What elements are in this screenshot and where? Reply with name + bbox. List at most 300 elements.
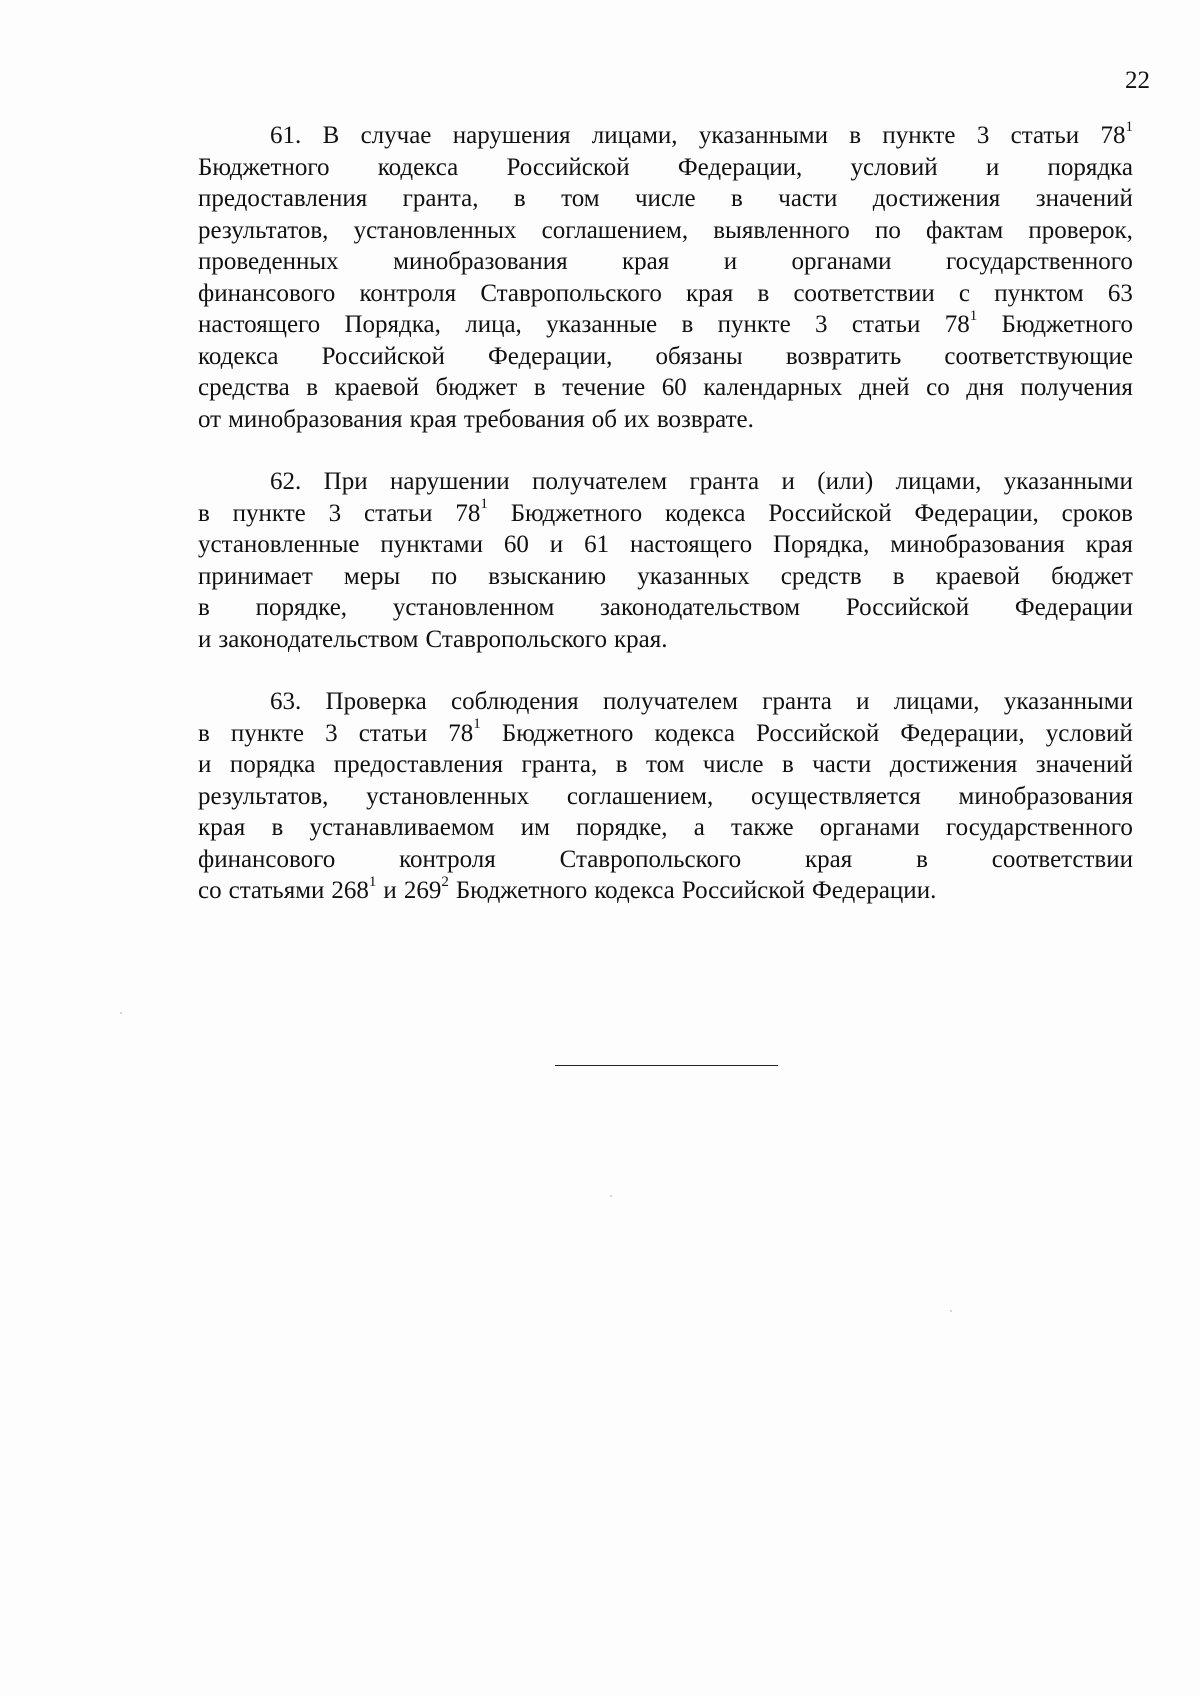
word-text: 60: [503, 531, 529, 558]
superscript: 1: [368, 873, 377, 890]
word-text: в: [731, 185, 743, 212]
document-body: [198, 120, 1133, 938]
word: [198, 404, 221, 436]
word-text: настоящего: [629, 531, 753, 558]
word: [600, 592, 800, 624]
word: [682, 875, 805, 907]
word: [404, 875, 449, 907]
word-text: края: [622, 248, 670, 275]
word-text: порядке,: [255, 594, 348, 621]
word-text: (или): [817, 468, 874, 495]
word: [464, 404, 585, 436]
word-text: проведенных: [198, 248, 339, 275]
word-text: финансового: [198, 279, 336, 307]
word-text: Порядка,: [344, 311, 441, 338]
word: [959, 278, 970, 310]
word: [1086, 529, 1133, 561]
word-text: порядка: [229, 751, 316, 778]
word-text: Порядка,: [773, 531, 870, 558]
scan-speck: [120, 1012, 122, 1014]
text-line: [198, 372, 1133, 404]
word-text: Российской: [845, 594, 970, 621]
word-text: том: [645, 751, 685, 778]
text-line: [198, 812, 1133, 844]
word: [198, 749, 211, 781]
word-text: Федерации.: [812, 877, 937, 904]
paragraph-61: [198, 120, 1133, 435]
word-text: соответствующие: [944, 342, 1133, 370]
word-text: в: [681, 311, 694, 338]
word: [896, 466, 982, 498]
word: [436, 372, 518, 404]
word-text: достижения: [872, 185, 1001, 212]
word-text: течение: [562, 374, 646, 401]
word-text: При: [323, 468, 368, 495]
word-text: Бюджетного: [501, 719, 634, 747]
word-text: пункте: [232, 499, 306, 527]
word-text: минобразования: [890, 531, 1065, 558]
word-text: краевой: [935, 562, 1021, 590]
word: [231, 718, 304, 750]
word-text: 3: [815, 311, 828, 338]
word: [488, 341, 612, 373]
word: [781, 466, 794, 498]
word: [894, 686, 980, 718]
word: [662, 372, 687, 404]
page-number: 22: [1125, 67, 1150, 94]
word-text: получателем: [532, 468, 668, 495]
word-text: числе: [634, 185, 696, 212]
text-line: [198, 624, 1133, 656]
word: [850, 152, 937, 184]
word-text: края: [198, 814, 246, 841]
word: [230, 749, 315, 781]
word: [655, 341, 742, 373]
word-text: со: [926, 374, 950, 401]
word: [534, 372, 546, 404]
word: [511, 498, 642, 530]
text-line: [198, 309, 1133, 341]
word-text: Российской: [681, 877, 805, 904]
word: [345, 309, 441, 341]
word-text: получателем: [602, 688, 738, 715]
word: [198, 561, 313, 593]
word-text: с: [958, 279, 971, 307]
word-text: 63: [1107, 279, 1133, 307]
word: [994, 278, 1084, 310]
word: [198, 278, 335, 310]
closing-divider: [555, 1065, 778, 1066]
word: [198, 781, 328, 813]
word-text: статьи: [364, 499, 433, 527]
paragraph-63: [198, 686, 1133, 907]
word: [218, 624, 418, 656]
word: [890, 749, 1018, 781]
word: [681, 309, 693, 341]
word: [390, 466, 510, 498]
word-text: в: [892, 562, 905, 590]
word: [820, 812, 920, 844]
word-text: соблюдения: [451, 688, 579, 715]
word-text: и: [723, 248, 738, 275]
word: [550, 529, 563, 561]
word: [665, 498, 746, 530]
word: [198, 812, 245, 844]
word: [198, 529, 360, 561]
superscript: 1: [1125, 118, 1133, 135]
word-text: Бюджетного: [455, 877, 588, 904]
word-text: по: [431, 562, 458, 590]
word-text: законодательством: [218, 625, 419, 653]
word: [945, 309, 978, 341]
word-text: пункте: [717, 311, 791, 338]
word-text: значений: [1035, 751, 1133, 778]
word-text: Ставропольского: [425, 625, 607, 653]
word: [198, 592, 210, 624]
text-line: [198, 466, 1133, 498]
text-line: [198, 152, 1133, 184]
word: [1047, 152, 1132, 184]
word-text: Бюджетного: [1001, 311, 1133, 338]
word-text: и: [781, 468, 795, 495]
word: [703, 749, 764, 781]
word-text: по: [874, 216, 901, 244]
word: [762, 686, 832, 718]
word-text: меры: [343, 562, 401, 590]
word-text: и: [549, 531, 564, 558]
word: [364, 498, 432, 530]
word: [635, 183, 696, 215]
word-text: в: [198, 499, 210, 527]
word-text: 60: [661, 374, 687, 401]
text-line: [198, 718, 1133, 750]
word: [812, 749, 871, 781]
text-line: [198, 592, 1133, 624]
word: [792, 246, 892, 278]
word-text: предоставления: [333, 751, 503, 778]
word-text: в: [198, 594, 210, 621]
word: [786, 341, 901, 373]
text-line: [198, 781, 1133, 813]
word-text: установленных: [353, 216, 517, 244]
word-text: 63.: [270, 688, 302, 715]
word-text: органами: [819, 814, 920, 841]
word: [453, 120, 571, 152]
word: [594, 875, 675, 907]
word-text: том: [561, 185, 600, 212]
word-text: бюджет: [1051, 562, 1133, 590]
word-text: лицами,: [591, 122, 678, 149]
word: [425, 624, 607, 656]
word-text: лицами,: [893, 688, 980, 715]
word: [817, 466, 873, 498]
word-text: 61.: [270, 122, 302, 149]
word: [815, 309, 828, 341]
word: [966, 372, 1004, 404]
word-text: 78: [944, 311, 970, 338]
word: [546, 309, 657, 341]
word-text: дней: [858, 374, 910, 401]
word-text: Федерации: [1014, 594, 1133, 621]
word-text: бюджет: [435, 374, 518, 401]
word: [354, 215, 517, 247]
word: [630, 529, 752, 561]
text-line: [198, 749, 1133, 781]
word: [731, 183, 743, 215]
text-line: [198, 529, 1133, 561]
word-text: Федерации,: [900, 719, 1025, 747]
word-text: порядка: [1047, 153, 1133, 181]
text-line: [198, 183, 1133, 215]
word: [654, 718, 735, 750]
word-text: порядке,: [576, 814, 668, 841]
word-text: об: [591, 405, 617, 433]
word: [410, 404, 457, 436]
word-text: указанных: [637, 562, 750, 590]
text-line: [198, 341, 1133, 373]
word-text: взысканию: [488, 562, 607, 590]
word-text: соглашением,: [566, 782, 714, 810]
word-text: принимает: [198, 562, 313, 590]
word-text: обязаны: [655, 342, 743, 370]
word: [852, 309, 920, 341]
word-text: контроля: [399, 845, 496, 873]
word-text: кодекса: [198, 342, 279, 370]
word-text: средства: [198, 374, 290, 401]
word: [875, 215, 901, 247]
word: [986, 152, 999, 184]
word: [992, 844, 1133, 876]
word: [383, 875, 396, 907]
word: [849, 120, 861, 152]
word: [567, 781, 713, 813]
word: [1036, 183, 1133, 215]
word-text: установленных: [366, 782, 530, 810]
word-text: им: [520, 814, 550, 841]
word-text: их: [623, 405, 650, 433]
word: [1015, 592, 1133, 624]
word-text: гранта,: [402, 185, 479, 212]
word: [637, 561, 749, 593]
superscript: 2: [441, 873, 449, 890]
word-text: гранта,: [521, 751, 598, 778]
word-text: достижения: [889, 751, 1018, 778]
word: [805, 844, 852, 876]
word-text: государственного: [945, 814, 1133, 841]
word-text: 3: [325, 719, 338, 747]
word: [233, 498, 306, 530]
word: [334, 749, 503, 781]
word: [366, 781, 529, 813]
word: [678, 152, 802, 184]
word-text: со: [198, 877, 222, 904]
word: [936, 561, 1020, 593]
word-text: устанавливаемом: [309, 814, 495, 841]
word-text: указанными: [1003, 688, 1133, 715]
word: [757, 278, 769, 310]
word: [560, 844, 742, 876]
text-line: [198, 215, 1133, 247]
word: [256, 592, 347, 624]
word-text: края: [686, 279, 734, 307]
word: [724, 246, 737, 278]
word-text: края: [1085, 531, 1133, 558]
word-text: контроля: [359, 279, 457, 307]
word-text: 3: [976, 122, 990, 149]
word-text: установленном: [392, 594, 555, 621]
word-text: указанными: [698, 122, 828, 149]
word-text: дня: [966, 374, 1004, 401]
word-text: возврате.: [656, 405, 754, 433]
word: [502, 718, 633, 750]
word: [778, 183, 837, 215]
word: [900, 718, 1024, 750]
word-text: Проверка: [325, 688, 427, 715]
word-text: в: [271, 814, 284, 841]
word-text: фактам: [925, 216, 1004, 244]
word: [657, 404, 754, 436]
word-text: 62.: [270, 468, 302, 495]
word: [380, 529, 483, 561]
word-text: Ставропольского: [480, 279, 662, 307]
text-line: [198, 875, 1133, 907]
word-text: Федерации,: [488, 342, 613, 370]
word: [576, 812, 667, 844]
word: [322, 341, 445, 373]
word-text: государственного: [946, 248, 1133, 275]
word: [521, 812, 550, 844]
word-text: Российской: [321, 342, 445, 370]
word: [926, 215, 1003, 247]
word-text: края.: [613, 625, 668, 653]
word-text: лица,: [465, 311, 522, 338]
word-text: края: [804, 845, 853, 873]
word: [198, 624, 211, 656]
superscript: 1: [480, 496, 488, 513]
superscript: 1: [473, 716, 481, 733]
word: [756, 718, 879, 750]
word-text: нарушения: [452, 122, 571, 149]
word: [731, 812, 794, 844]
word: [893, 561, 905, 593]
word-text: указанными: [1003, 468, 1133, 495]
word-text: 78: [1100, 122, 1126, 149]
word: [198, 183, 367, 215]
word: [859, 372, 910, 404]
word: [335, 372, 419, 404]
word: [616, 749, 628, 781]
word: [359, 278, 456, 310]
word: [703, 372, 842, 404]
word: [198, 152, 329, 184]
word: [914, 498, 1038, 530]
word: [198, 718, 210, 750]
word-text: 3: [328, 499, 342, 527]
text-line: [198, 120, 1133, 152]
word-text: кодекса: [594, 877, 675, 904]
word: [718, 309, 791, 341]
word-text: в: [757, 279, 770, 307]
word-text: в: [513, 185, 526, 212]
word-text: 78: [455, 499, 481, 527]
word: [456, 875, 587, 907]
word: [306, 372, 318, 404]
word-text: в: [916, 845, 928, 873]
word: [488, 561, 606, 593]
word: [694, 812, 705, 844]
word-text: указанные: [546, 311, 658, 338]
word: [713, 215, 850, 247]
word-text: минобразования: [393, 248, 568, 275]
word-text: и: [985, 153, 1000, 181]
text-line: [198, 246, 1133, 278]
word: [793, 278, 934, 310]
word: [329, 498, 342, 530]
word-text: Ставропольского: [559, 845, 742, 873]
word: [1046, 718, 1133, 750]
word-text: числе: [702, 751, 764, 778]
word: [686, 278, 733, 310]
word: [228, 404, 402, 436]
word-text: результатов,: [198, 782, 329, 810]
word: [773, 529, 869, 561]
word-text: краевой: [334, 374, 419, 401]
word-text: в: [615, 751, 628, 778]
scan-speck: [610, 1195, 612, 1197]
word: [326, 686, 427, 718]
word-text: минобразования: [958, 782, 1133, 810]
word-text: значений: [1035, 185, 1133, 212]
word-text: выявленного: [713, 216, 850, 244]
word: [646, 749, 684, 781]
word: [890, 529, 1064, 561]
word: [393, 246, 567, 278]
word: [916, 844, 928, 876]
word-text: и: [198, 751, 212, 778]
word-text: В: [322, 122, 340, 149]
word: [399, 844, 496, 876]
paragraph-62: [198, 466, 1133, 655]
word-text: также: [731, 814, 794, 841]
word-text: получения: [1020, 374, 1133, 401]
word: [1036, 749, 1133, 781]
word: [689, 466, 759, 498]
word: [542, 215, 688, 247]
word: [624, 404, 650, 436]
word: [1028, 215, 1133, 247]
word: [198, 372, 290, 404]
word: [480, 278, 662, 310]
word: [1020, 372, 1132, 404]
word: [1108, 278, 1133, 310]
word-text: в: [533, 374, 546, 401]
word: [856, 686, 869, 718]
word-text: 61: [584, 531, 610, 558]
word-text: настоящего: [198, 311, 321, 338]
word: [1004, 686, 1133, 718]
word: [344, 561, 400, 593]
word: [926, 372, 950, 404]
word-text: части: [812, 751, 872, 778]
word: [198, 844, 335, 876]
word: [455, 498, 488, 530]
word-text: в: [849, 122, 862, 149]
word-text: и: [198, 625, 212, 653]
text-line: [198, 278, 1133, 310]
word: [431, 561, 457, 593]
word: [812, 875, 936, 907]
word-text: соответствии: [991, 845, 1133, 873]
